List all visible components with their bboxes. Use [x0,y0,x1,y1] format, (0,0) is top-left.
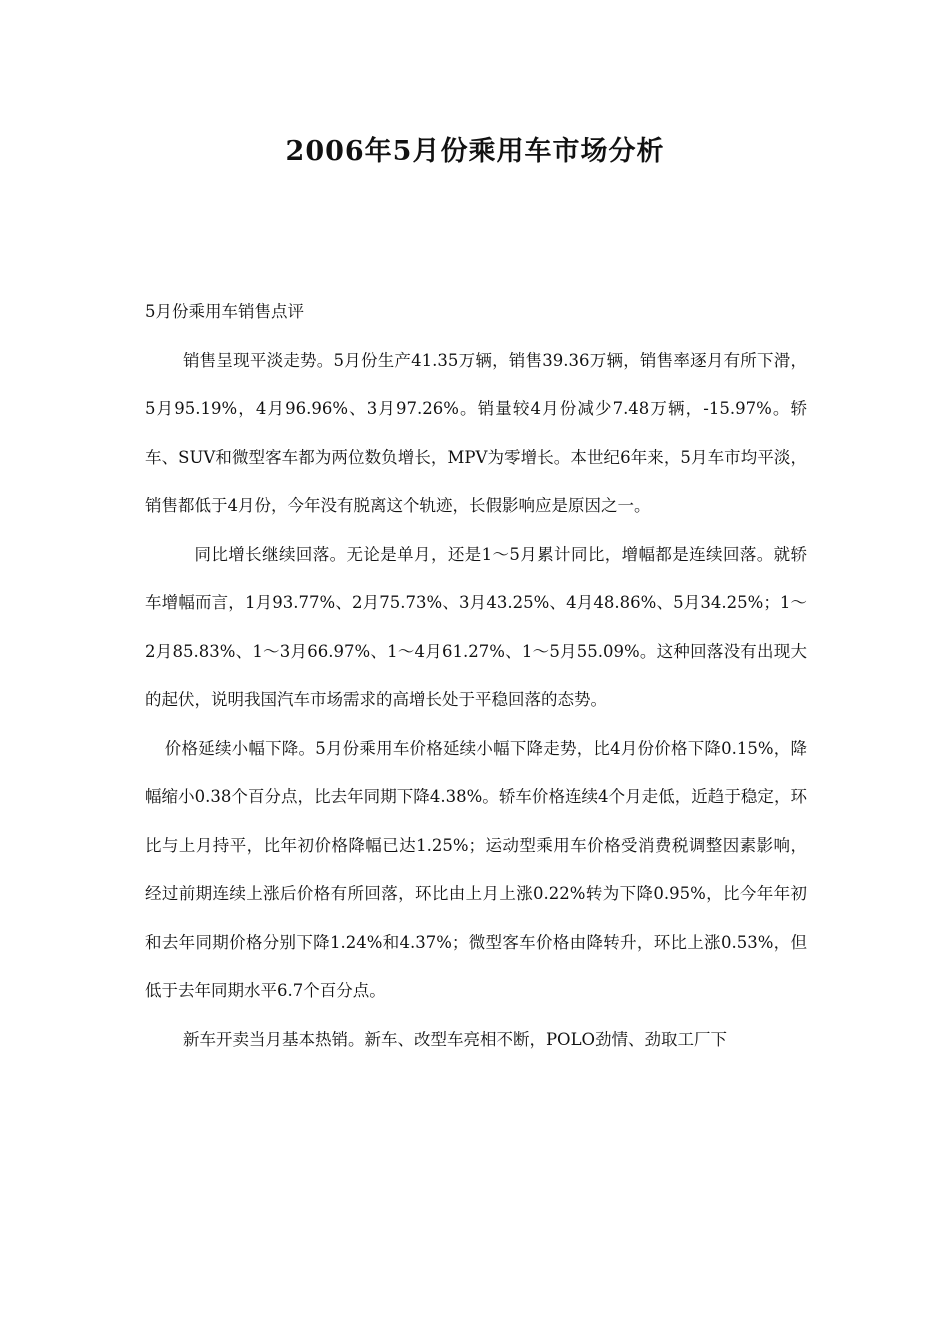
section-heading: 5月份乘用车销售点评 [145,302,304,321]
paragraph-yoy-growth: 同比增长继续回落。无论是单月，还是1～5月累计同比，增幅都是连续回落。就轿车增幅而言，1月93.77%、2月75.73%、3月43.25%、4月48.86%、5月34.25%；1～2月85.83%、1～3月66.97%、1～4月61.27%、1～5月55.09%。这种回落没有出现大的起伏，说明我国汽车市场需求的高增长处于平稳回落的态势。 [145,544,807,709]
paragraph-sales-trend: 销售呈现平淡走势。5月份生产41.35万辆，销售39.36万辆，销售率逐月有所下滑，5月95.19%，4月96.96%、3月97.26%。销量较4月份减少7.48万辆，-15.97%。轿车、SUV和微型客车都为两位数负增长，MPV为零增长。本世纪6年来，5月车市均平淡，销售都低于4月份，今年没有脱离这个轨迹，长假影响应是原因之一。 [145,350,807,515]
document-title: 2006年5月份乘用车市场分析 [285,136,665,167]
paragraph-new-cars: 新车开卖当月基本热销。新车、改型车亮相不断，POLO劲情、劲取工厂下 [182,1029,728,1049]
paragraph-price-decline: 价格延续小幅下降。5月份乘用车价格延续小幅下降走势，比4月份价格下降0.15%，降幅缩小0.38个百分点，比去年同期下降4.38%。轿车价格连续4个月走低，近趋于稳定，环比与上月持平，比年初价格降幅已达1.25%；运动型乘用车价格受消费税调整因素影响，经过前期连续上涨后价格有所回落，环比由上月上涨0.22%转为下降0.95%，比今年年初和去年同期价格分别下降1.24%和4.37%；微型客车价格由降转升，环比上涨0.53%，但低于去年同期水平6.7个百分点。 [145,738,807,1000]
document-body [145,288,807,1064]
